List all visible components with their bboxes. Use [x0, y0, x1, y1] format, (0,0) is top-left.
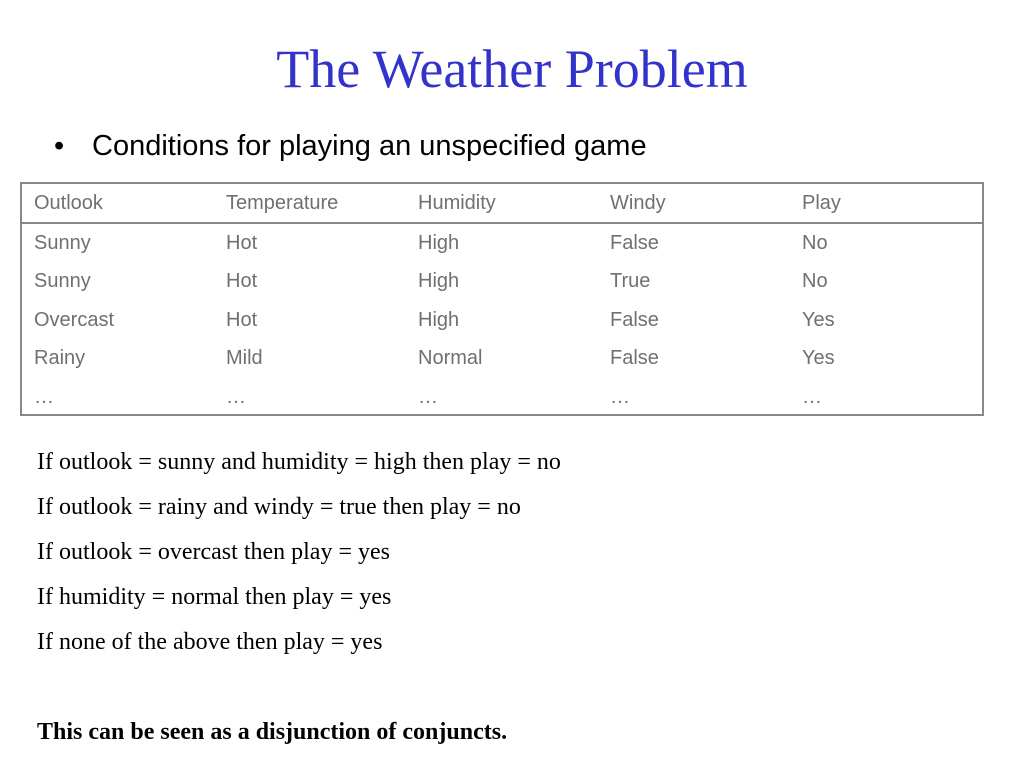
rule-line: If none of the above then play = yes — [37, 629, 383, 655]
table-cell: Rainy — [34, 347, 86, 369]
rule-line: If outlook = rainy and windy = true then play = no — [37, 494, 521, 520]
table-cell: No — [802, 270, 828, 292]
table-cell: Overcast — [34, 309, 115, 331]
table-cell: … — [34, 386, 54, 408]
table-row — [22, 301, 982, 339]
table-cell: High — [418, 309, 460, 331]
table-cell: … — [418, 386, 438, 408]
table-row — [22, 262, 982, 300]
table-cell: False — [610, 232, 659, 254]
table-cell: Sunny — [34, 270, 91, 292]
header-play: Play — [802, 192, 841, 214]
header-humidity: Humidity — [418, 192, 496, 214]
table-cell: High — [418, 270, 460, 292]
bullet-point — [54, 128, 647, 164]
table-cell: Hot — [226, 232, 258, 254]
rules-list — [37, 442, 561, 667]
bullet-text: Conditions for playing an unspecified game — [92, 130, 647, 162]
rule-line: If humidity = normal then play = yes — [37, 584, 392, 610]
table-cell: … — [610, 386, 630, 408]
table-header-row — [22, 184, 982, 224]
table-cell: … — [802, 386, 822, 408]
table-cell: … — [226, 386, 246, 408]
conclusion-text: This can be seen as a disjunction of conjuncts. — [37, 719, 508, 745]
table-cell: Sunny — [34, 232, 91, 254]
bullet-marker: • — [54, 130, 65, 162]
table-cell: No — [802, 232, 828, 254]
table-cell: Normal — [418, 347, 483, 369]
table-row — [22, 339, 982, 377]
weather-data-table — [20, 182, 984, 416]
table-row — [22, 224, 982, 262]
table-cell: Hot — [226, 270, 258, 292]
table-cell: False — [610, 347, 659, 369]
rule-line: If outlook = overcast then play = yes — [37, 539, 390, 565]
table-cell: Yes — [802, 309, 835, 331]
header-windy: Windy — [610, 192, 666, 214]
header-temperature: Temperature — [226, 192, 339, 214]
table-row — [22, 378, 982, 416]
table-cell: False — [610, 309, 659, 331]
table-cell: High — [418, 232, 460, 254]
table-cell: True — [610, 270, 651, 292]
rule-line: If outlook = sunny and humidity = high then play = no — [37, 449, 561, 475]
header-outlook: Outlook — [34, 192, 103, 214]
table-cell: Hot — [226, 309, 258, 331]
table-cell: Mild — [226, 347, 263, 369]
table-cell: Yes — [802, 347, 835, 369]
slide-title: The Weather Problem — [276, 39, 748, 99]
